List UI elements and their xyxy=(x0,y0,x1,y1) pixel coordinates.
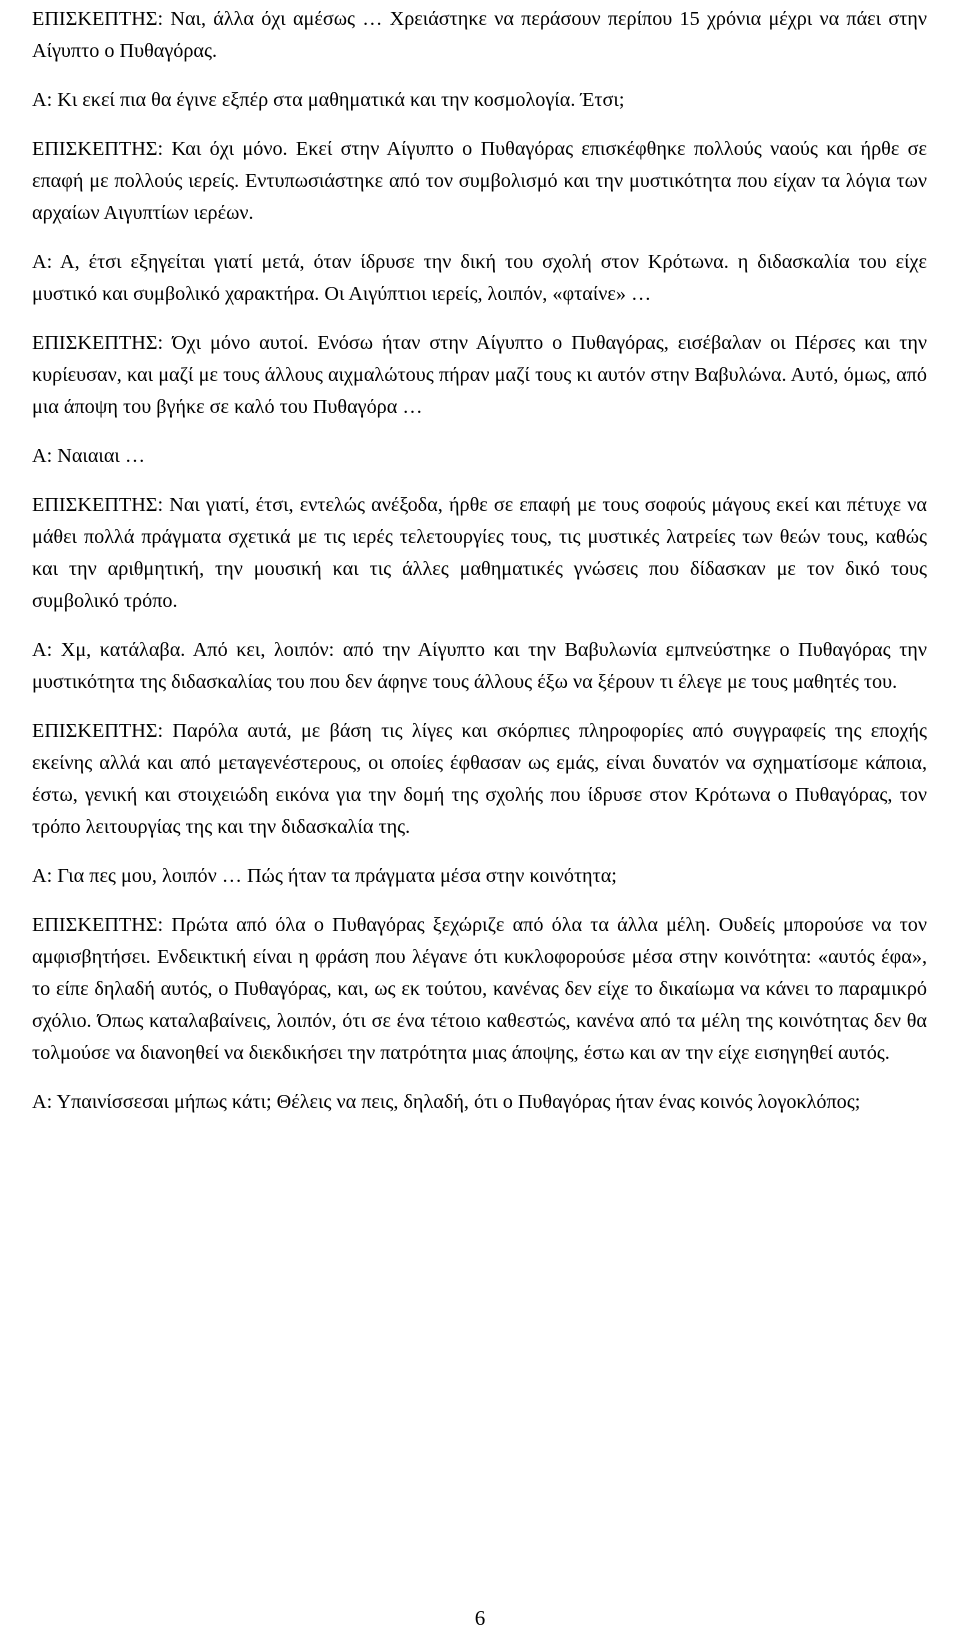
paragraph: ΕΠΙΣΚΕΠΤΗΣ: Ναι, άλλα όχι αμέσως … Χρειάστηκε να περάσουν περίπου 15 χρόνια μέχρι να πάει στην Αίγυπτο ο Πυθαγόρας. xyxy=(32,8,927,62)
paragraph: ΕΠΙΣΚΕΠΤΗΣ: Και όχι μόνο. Εκεί στην Αίγυπτο ο Πυθαγόρας επισκέφθηκε πολλούς ναούς και ήρθε σε επαφή με πολλούς ιερείς. Εντυπωσιάστηκε από τον συμβολισμό και την μυστικότητα που είχαν τα λόγια των αρχαίων Αιγυπτίων ιερέων. xyxy=(32,138,927,224)
paragraph: ΕΠΙΣΚΕΠΤΗΣ: Ναι γιατί, έτσι, εντελώς ανέξοδα, ήρθε σε επαφή με τους σοφούς μάγους εκεί και πέτυχε να μάθει πολλά πράγματα σχετικά με τις ιερές τελετουργίες τους, τις μυστικές λατρείες των θεών τους, καθώς και την αριθμητική, την μουσική και τις άλλες μαθηματικές γνώσεις που δίδασκαν με τον δικό τους συμβολικό τρόπο. xyxy=(32,494,927,612)
paragraph: Α: Α, έτσι εξηγείται γιατί μετά, όταν ίδρυσε την δική του σχολή στον Κρότωνα. η διδασκαλία του είχε μυστικό και συμβολικό χαρακτήρα. Οι Αιγύπτιοι ιερείς, λοιπόν, «φταίνε» … xyxy=(32,251,927,305)
paragraph: Α: Για πες μου, λοιπόν … Πώς ήταν τα πράγματα μέσα στην κοινότητα; xyxy=(32,865,617,887)
page-number: 6 xyxy=(474,1606,486,1630)
paragraph: ΕΠΙΣΚΕΠΤΗΣ: Παρόλα αυτά, με βάση τις λίγες και σκόρπιες πληροφορίες από συγγραφείς της εποχής εκείνης αλλά και από μεταγενέστερους, οι οποίες έφθασαν ως εμάς, είναι δυνατόν να σχηματίσομε κάποια, έστω, γενική και στοιχειώδη εικόνα για την δομή της σχολής που ίδρυσε στον Κρότωνα ο Πυθαγόρας, τον τρόπο λειτουργίας της και την διδασκαλία της. xyxy=(32,720,927,838)
paragraph: Α: Κι εκεί πια θα έγινε εξπέρ στα μαθηματικά και την κοσμολογία. Έτσι; xyxy=(32,89,625,111)
paragraph: Α: Ναιαιαι … xyxy=(32,445,146,467)
paragraph: ΕΠΙΣΚΕΠΤΗΣ: Όχι μόνο αυτοί. Ενόσω ήταν στην Αίγυπτο ο Πυθαγόρας, εισέβαλαν οι Πέρσες και την κυρίευσαν, και μαζί με τους άλλους αιχμαλώτους πήραν μαζί τους κι αυτόν στην Βαβυλώνα. Αυτό, όμως, από μια άποψη του βγήκε σε καλό του Πυθαγόρα … xyxy=(32,332,927,418)
paragraph: Α: Υπαινίσσεσαι μήπως κάτι; Θέλεις να πεις, δηλαδή, ότι ο Πυθαγόρας ήταν ένας κοινός λογοκλόπος; xyxy=(32,1091,861,1113)
paragraph: ΕΠΙΣΚΕΠΤΗΣ: Πρώτα από όλα ο Πυθαγόρας ξεχώριζε από όλα τα άλλα μέλη. Ουδείς μπορούσε να τον αμφισβητήσει. Ενδεικτική είναι η φράση που λέγανε ότι κυκλοφορούσε μέσα στην κοινότητα: «αυτός έφα», το είπε δηλαδή αυτός, ο Πυθαγόρας, και, ως εκ τούτου, κανένας δεν είχε το δικαίωμα να κάνει το παραμικρό σχόλιο. Όπως καταλαβαίνεις, λοιπόν, ότι σε ένα τέτοιο καθεστώς, κανένα από τα μέλη της κοινότητας δεν θα τολμούσε να διανοηθεί να διεκδικήσει την πατρότητα μιας άποψης, έστω και αν την είχε εισηγηθεί αυτός. xyxy=(32,914,927,1064)
document-body xyxy=(32,3,927,1135)
paragraph: Α: Χμ, κατάλαβα. Από κει, λοιπόν: από την Αίγυπτο και την Βαβυλωνία εμπνεύστηκε ο Πυθαγόρας την μυστικότητα της διδασκαλίας του που δεν άφηνε τους άλλους έξω να ξέρουν τι έλεγε με τους μαθητές του. xyxy=(32,639,927,693)
